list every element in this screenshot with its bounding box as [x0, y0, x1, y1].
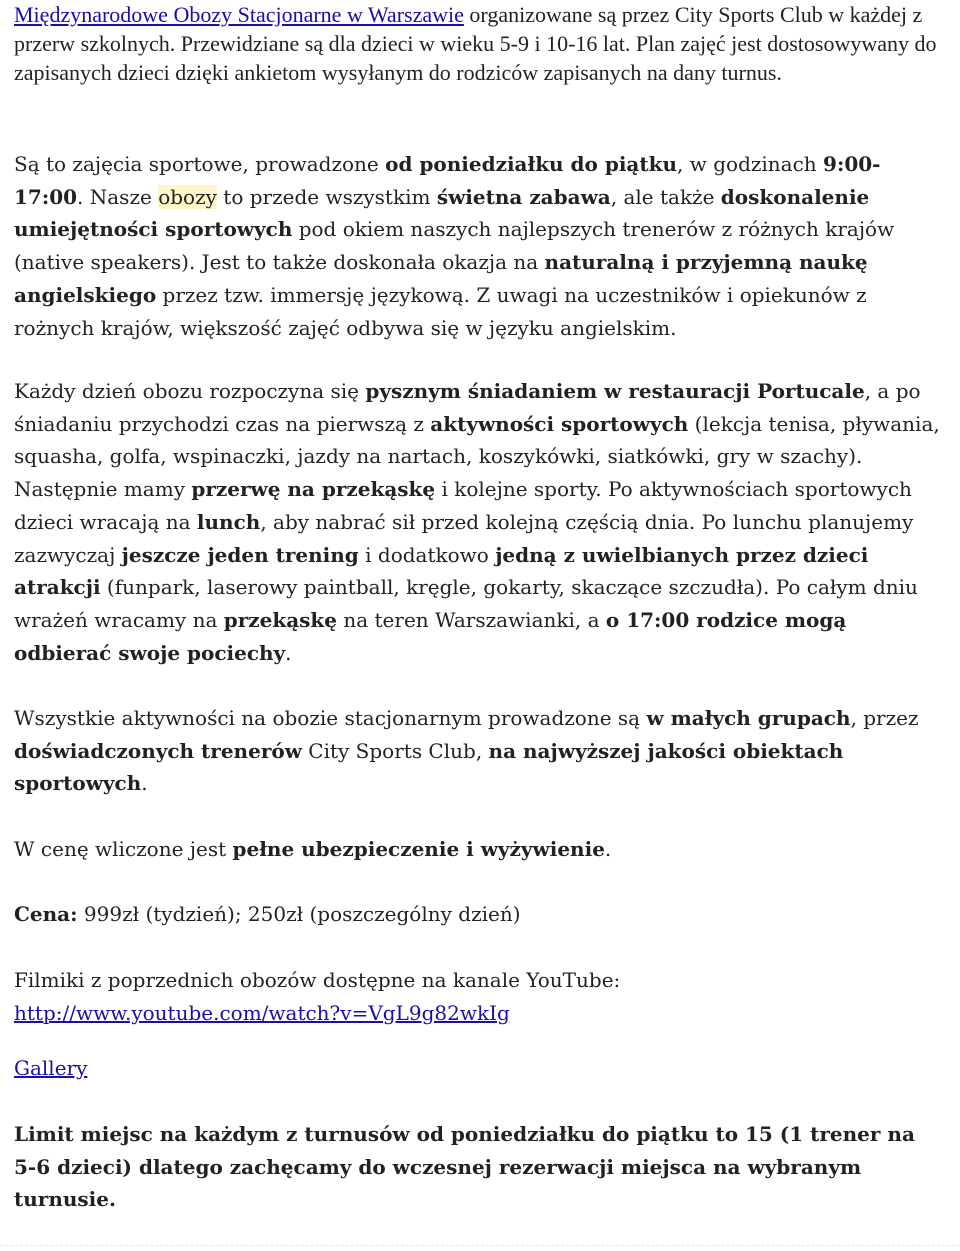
youtube-link[interactable]: http://www.youtube.com/watch?v=VgL9g82wkIg — [14, 1000, 510, 1025]
bold-facilities: na najwyższej jakości obiektach sportowych — [14, 738, 844, 796]
bold-skills: doskonalenie umiejętności sportowych — [14, 184, 870, 242]
bold-insurance: pełne ubezpieczenie i wyżywienie — [232, 837, 605, 861]
gallery-paragraph — [14, 1052, 944, 1085]
bold-snack: przekąskę — [223, 607, 337, 632]
text: , a po śniadaniu przychodzi czas na pierwszą z — [14, 379, 921, 436]
bold-hours: 9:00-17:00 — [14, 152, 881, 209]
bold-trainers: doświadczonych trenerów — [14, 738, 302, 763]
text: , przez — [850, 706, 919, 730]
text: na teren Warszawianki, a — [337, 607, 606, 632]
text: to przede wszystkim — [216, 184, 437, 209]
text: W cenę wliczone jest — [14, 837, 233, 861]
bold-training: jeszcze jeden trening — [121, 542, 359, 567]
text: Filmiki z poprzednich obozów dostępne na kanale YouTube: — [14, 968, 621, 992]
schedule-paragraph — [14, 148, 944, 344]
bold-english: naturalną i przyjemną naukę angielskiego — [14, 250, 868, 307]
gallery-link[interactable]: Gallery — [14, 1056, 88, 1080]
bold-fun: świetna zabawa — [436, 184, 611, 209]
text: (funpark, laserowy paintball, kręgle, gokarty, skaczące szczudła). Po całym dniu wrażeń wracamy na — [14, 575, 918, 632]
text: . — [141, 771, 148, 796]
bold-attraction: jedną z uwielbianych przez dzieci atrakcji — [14, 542, 869, 600]
day-paragraph — [14, 375, 944, 669]
text: , ale także — [610, 184, 721, 209]
bold-limit: Limit miejsc na każdym z turnusów od poniedziałku do piątku to 15 (1 trener na 5-6 dzieci) dlatego zachęcamy do wczesnej rezerwacji miejsca na wybranym turnusie. — [14, 1122, 915, 1212]
bold-days: od poniedziałku do piątku — [385, 152, 678, 176]
text: i kolejne sporty. Po aktywnościach sportowych dzieci wracają na — [14, 477, 912, 534]
text: City Sports Club, — [301, 738, 489, 763]
limit-paragraph — [14, 1118, 944, 1216]
bold-small-groups: w małych grupach — [646, 706, 851, 730]
video-paragraph — [14, 964, 944, 1029]
text: pod okiem naszych najlepszych trenerów z różnych krajów (native speakers). Jest to także doskonała okazja na — [14, 217, 895, 275]
text: przez tzw. immersję językową. Z uwagi na uczestników i opiekunów z rożnych krajów, większość zajęć odbywa się w języku angielskim. — [14, 282, 867, 340]
intro-paragraph — [14, 0, 944, 87]
intro-text: organizowane są przez City Sports Club w każdej z przerw szkolnych. Przewidziane są dla dzieci w wieku 5-9 i 10-16 lat. Plan zajęć jest dostosowywany do zapisanych dzieci dzięki ankietom wysyłanym do rodziców zapisanych na dany turnus. — [14, 2, 937, 85]
text: . Nasze — [77, 184, 159, 209]
text: . — [285, 640, 292, 665]
bold-lunch: lunch — [196, 509, 261, 534]
text: Są to zajęcia sportowe, prowadzone — [14, 152, 386, 176]
included-paragraph — [14, 833, 944, 866]
groups-paragraph — [14, 702, 944, 800]
highlighted-word: obozy — [158, 184, 217, 209]
price-value: 999zł (tydzień); 250zł (poszczególny dzień) — [77, 902, 521, 926]
text: i dodatkowo — [358, 542, 496, 567]
text: Każdy dzień obozu rozpoczyna się — [14, 379, 366, 403]
price-label: Cena: — [14, 902, 78, 926]
camps-link[interactable]: Międzynarodowe Obozy Stacjonarne w Warszawie — [14, 2, 464, 27]
text: . — [604, 837, 612, 861]
bold-breakfast: pysznym śniadaniem w restauracji Portucale — [365, 379, 865, 403]
page-bottom-divider — [0, 1245, 960, 1246]
text: (lekcja tenisa, pływania, squasha, golfa, wspinaczki, jazdy na nartach, koszykówki, siatkówki, gry w szachy). Następnie mamy — [14, 411, 940, 502]
bold-pickup: o 17:00 rodzice mogą odbierać swoje pociechy — [14, 607, 847, 665]
text: , w godzinach — [677, 152, 824, 176]
bold-activities: aktywności sportowych — [430, 411, 689, 436]
price-paragraph — [14, 898, 944, 931]
bold-snack-break: przerwę na przekąskę — [191, 477, 436, 502]
text: , aby nabrać sił przed kolejną częścią dnia. Po lunchu planujemy zazwyczaj — [14, 509, 914, 567]
text: Wszystkie aktywności na obozie stacjonarnym prowadzone są — [14, 706, 647, 730]
